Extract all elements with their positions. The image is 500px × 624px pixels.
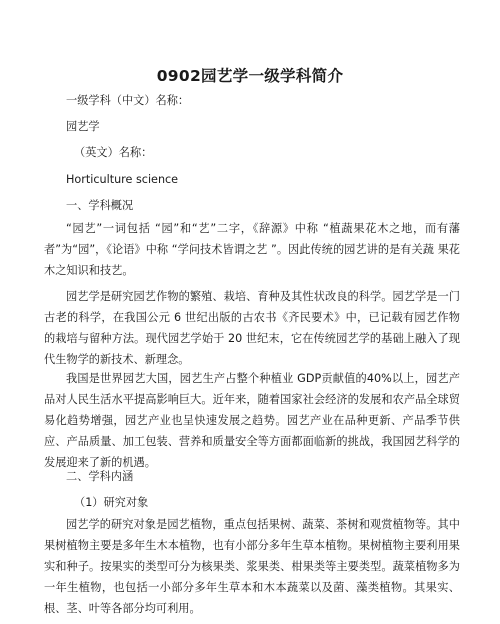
paragraph-science: 园艺学是研究园艺作物的繁殖、栽培、育种及其性状改良的科学。园艺学是一门古老的科学，在我国公元 6 世纪出版的古农书《齐民要术》中，已记载有园艺作物的栽培与留种方法。现代园艺学始于 20 世纪末，它在传统园艺学的基础上融入了现代生物学的新技术、新理念。 — [44, 290, 460, 366]
section-heading-scope: 二、学科内涵 — [66, 470, 134, 483]
field-cn-value: 园艺学 — [66, 120, 100, 133]
paragraph-industry: 我国是世界园艺大国，园艺生产占整个种植业 GDP贡献值的40%以上，园艺产品对人民生活水平提高影响巨大。近年来，随着国家社会经济的发展和农产品全球贸易化趋势增强，园艺产业也呈快速发展之趋势。园艺产业在品种更新、产品季节供应、产品质量、加工包装、营养和质量安全等方面都面临新的挑战，我国园艺科学的发展迎来了新的机遇。 — [44, 372, 460, 469]
field-cn-label: 一级学科（中文）名称： — [66, 94, 190, 107]
field-en-value: Horticulture science — [66, 173, 179, 186]
subsection-heading-research-object: （1）研究对象 — [74, 496, 149, 509]
page-title: 0902园艺学一级学科简介 — [156, 67, 344, 85]
paragraph-definition: “园艺”一词包括 “园”和“艺”二字，《辞源》中称 “植蔬果花木之地，而有藩 者”为“园”，《论语》中称 “学问技术皆谓之艺 ”。因此传统的园艺讲的是有关蔬 果花木之知识和技艺。 — [44, 222, 460, 277]
field-en-label: （英文）名称： — [74, 146, 153, 159]
section-heading-overview: 一、学科概况 — [66, 199, 134, 212]
paragraph-research-object: 园艺学的研究对象是园艺植物，重点包括果树、蔬菜、茶树和观赏植物等。其中果树植物主要是多年生木本植物，也有小部分多年生草本植物。果树植物主要利用果实和种子。按果实的类型可分为核果类、浆果类、柑果类等主要类型。蔬菜植物多为一年生植物，也包括一小部分多年生草本和木本蔬菜以及菌、藻类植物。其果实、根、茎、叶等各部分均可利用。 — [44, 518, 460, 615]
